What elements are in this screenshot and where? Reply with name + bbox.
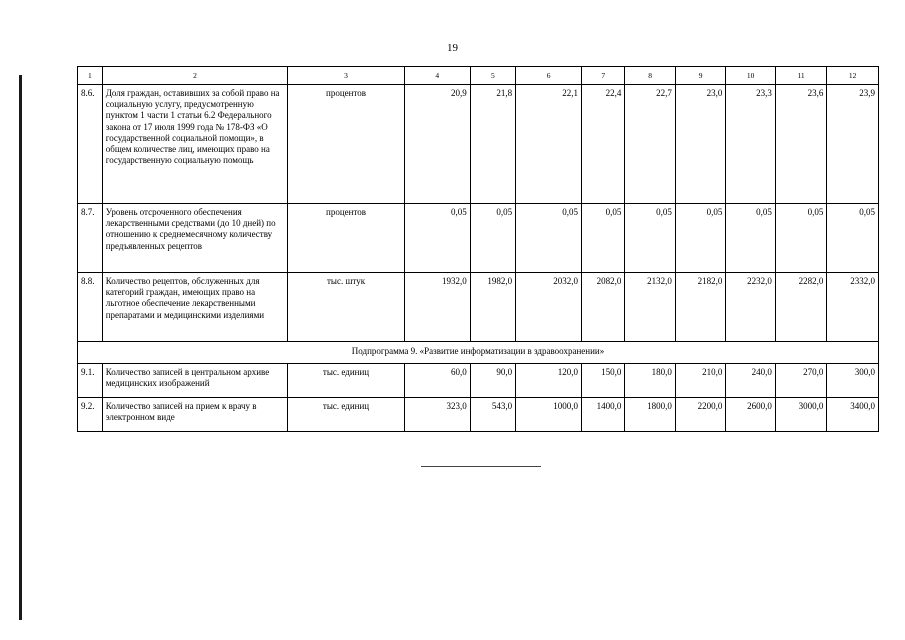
value-cell: 0,05 [625,204,676,273]
column-header: 6 [516,67,582,85]
value-cell: 300,0 [827,364,879,398]
value-cell: 210,0 [675,364,726,398]
value-cell: 0,05 [827,204,879,273]
value-cell: 0,05 [582,204,625,273]
unit-cell: процентов [288,85,404,204]
value-cell: 22,4 [582,85,625,204]
page-number: 19 [447,42,458,54]
value-cell: 23,9 [827,85,879,204]
value-cell: 543,0 [470,398,515,432]
table-row [78,204,879,273]
value-cell: 120,0 [516,364,582,398]
column-header: 5 [470,67,515,85]
column-header: 9 [675,67,726,85]
indicator-name: Количество рецептов, обслуженных для категорий граждан, имеющих право на льготное обеспечение лекарственными препаратами и медицинскими изделиями [102,273,288,342]
value-cell: 22,1 [516,85,582,204]
column-header: 3 [288,67,404,85]
subprogram-row [78,342,879,364]
value-cell: 2232,0 [726,273,775,342]
value-cell: 180,0 [625,364,676,398]
row-number: 9.2. [78,398,103,432]
column-header: 12 [827,67,879,85]
value-cell: 22,7 [625,85,676,204]
column-header: 11 [775,67,827,85]
value-cell: 2132,0 [625,273,676,342]
value-cell: 3000,0 [775,398,827,432]
row-number: 8.6. [78,85,103,204]
indicators-table [77,66,879,432]
scan-edge-bar [19,75,22,620]
value-cell: 23,6 [775,85,827,204]
indicator-name: Доля граждан, оставивших за собой право на социальную услугу, предусмотренную пунктом 1 части 1 статьи 6.2 Федерального закона от 17 июля 1999 года № 178-ФЗ «О государственной социальной помощи», в общем количестве лиц, имеющих право на государственную социальную помощь [102,85,288,204]
table-row [78,398,879,432]
indicator-name: Количество записей на прием к врачу в электронном виде [102,398,288,432]
value-cell: 0,05 [775,204,827,273]
value-cell: 1982,0 [470,273,515,342]
value-cell: 23,3 [726,85,775,204]
value-cell: 0,05 [675,204,726,273]
value-cell: 20,9 [404,85,470,204]
value-cell: 0,05 [470,204,515,273]
value-cell: 1932,0 [404,273,470,342]
column-header: 1 [78,67,103,85]
unit-cell: тыс. единиц [288,398,404,432]
value-cell: 2600,0 [726,398,775,432]
value-cell: 2032,0 [516,273,582,342]
value-cell: 21,8 [470,85,515,204]
value-cell: 60,0 [404,364,470,398]
footer-divider [421,466,541,467]
value-cell: 90,0 [470,364,515,398]
unit-cell: процентов [288,204,404,273]
value-cell: 150,0 [582,364,625,398]
value-cell: 2182,0 [675,273,726,342]
value-cell: 23,0 [675,85,726,204]
value-cell: 2200,0 [675,398,726,432]
row-number: 9.1. [78,364,103,398]
subprogram-title: Подпрограмма 9. «Развитие информатизации в здравоохранении» [78,342,879,364]
unit-cell: тыс. единиц [288,364,404,398]
table-row [78,273,879,342]
column-header: 2 [102,67,288,85]
value-cell: 3400,0 [827,398,879,432]
value-cell: 0,05 [404,204,470,273]
indicator-name: Количество записей в центральном архиве медицинских изображений [102,364,288,398]
column-header: 4 [404,67,470,85]
table-row [78,85,879,204]
value-cell: 0,05 [726,204,775,273]
value-cell: 0,05 [516,204,582,273]
value-cell: 1400,0 [582,398,625,432]
column-header: 10 [726,67,775,85]
table-row [78,364,879,398]
value-cell: 323,0 [404,398,470,432]
value-cell: 240,0 [726,364,775,398]
value-cell: 2332,0 [827,273,879,342]
indicator-name: Уровень отсроченного обеспечения лекарственными средствами (до 10 дней) по отношению к среднемесячному количеству предъявленных рецептов [102,204,288,273]
table-header-row [78,67,879,85]
value-cell: 1000,0 [516,398,582,432]
value-cell: 1800,0 [625,398,676,432]
value-cell: 2282,0 [775,273,827,342]
column-header: 7 [582,67,625,85]
row-number: 8.7. [78,204,103,273]
value-cell: 270,0 [775,364,827,398]
row-number: 8.8. [78,273,103,342]
column-header: 8 [625,67,676,85]
unit-cell: тыс. штук [288,273,404,342]
value-cell: 2082,0 [582,273,625,342]
